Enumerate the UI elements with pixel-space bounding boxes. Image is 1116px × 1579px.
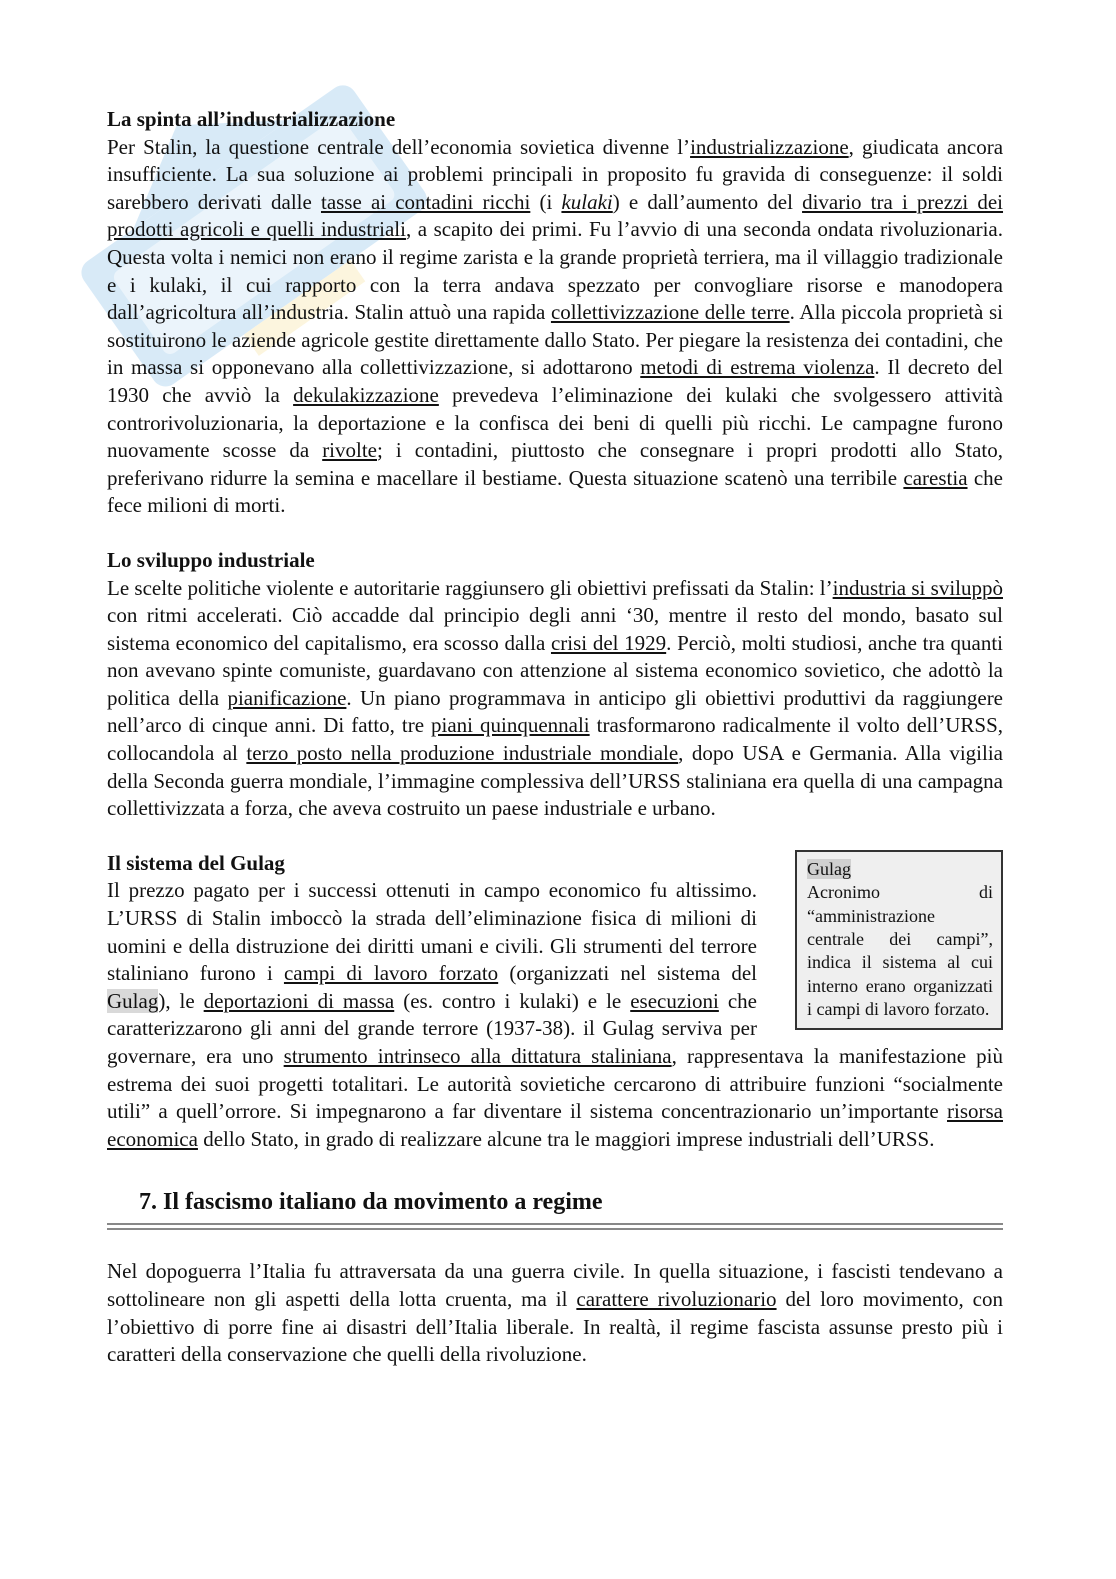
term-industrializzazione: industrializzazione xyxy=(690,134,849,159)
document-page xyxy=(107,106,1003,1369)
term-metodi-violenza: metodi di estrema violenza xyxy=(640,355,875,380)
chapter-rule xyxy=(107,1223,1003,1230)
term-collettivizzazione: collettivizzazione delle terre xyxy=(550,300,790,325)
term-divario-prezzi: divario tra i prezzi dei prodotti agricoli e quelli industriali xyxy=(107,189,1004,242)
term-tasse-contadini: tasse ai contadini ricchi xyxy=(320,189,531,214)
term-dekulakizzazione: dekulakizzazione xyxy=(293,382,439,407)
term-piani-quinquennali: piani quinquennali xyxy=(431,713,590,738)
term-crisi-1929: crisi del 1929 xyxy=(550,630,667,655)
section-title-gulag: Il sistema del Gulag xyxy=(107,850,285,875)
term-deportazioni: deportazioni di massa xyxy=(203,988,395,1013)
term-rivolte: rivolte xyxy=(322,438,378,463)
paragraph-fascismo: Nel dopoguerra l’Italia fu attraversata da una guerra civile. In quella situazione, i fascisti tendevano a sottolineare non gli aspetti della lotta cruenta, ma il carattere rivoluzionario del loro movimento, con l’obiettivo di porre fine ai disastri dell’Italia liberale. In realtà, il regime fascista assunse presto più i caratteri della conservazione che quelli della rivoluzione. xyxy=(107,1259,1004,1367)
term-industria-sviluppo: industria si sviluppò xyxy=(832,575,1003,600)
term-carestia: carestia xyxy=(903,465,968,490)
gulag-box-text: Acronimo di “amministrazione centrale dei campi”, indica il sistema al cui interno erano organizzati i campi di lavoro forzato. xyxy=(807,882,993,1020)
section-title-sviluppo: Lo sviluppo industriale xyxy=(107,547,315,572)
section-title-industrializzazione: La spinta all’industrializzazione xyxy=(107,107,396,131)
gulag-definition-box xyxy=(795,850,1003,1030)
term-gulag-highlight: Gulag xyxy=(107,988,159,1013)
term-strumento-intrinseco: strumento intrinseco alla dittatura staliniana xyxy=(283,1044,672,1068)
term-risorsa-economica: risorsa economica xyxy=(107,1099,1003,1151)
term-carattere-rivoluzionario: carattere rivoluzionario xyxy=(576,1286,777,1311)
term-kulaki: kulaki xyxy=(561,189,613,214)
term-esecuzioni: esecuzioni xyxy=(630,988,719,1013)
term-pianificazione: pianificazione xyxy=(227,685,347,710)
term-terzo-posto: terzo posto nella produzione industriale mondiale xyxy=(246,741,679,766)
paragraph-industrializzazione: Per Stalin, la questione centrale dell’economia sovietica divenne l’industrializzazione, giudicata ancora insufficiente. La sua soluzione ai problemi principali in proposito fu gravida di conseguenze: il soldi sarebbero derivati dalle tasse ai contadini ricchi (i kulaki) e dall’aumento del divario tra i prezzi dei prodotti agricoli e quelli industriali, a scapito dei primi. Fu l’avvio di una seconda ondata rivoluzionaria. Questa volta i nemici non erano il regime zarista e la grande proprietà terriera, ma il villaggio tradizionale e i kulaki, il cui rapporto con la terra andava spezzato per convogliare risorse e manodopera dall’agricoltura all’industria. Stalin attuò una rapida collettivizzazione delle terre. Alla piccola proprietà si sostituirono le aziende agricole gestite direttamente dallo Stato. Per piegare la resistenza dei contadini, che in massa si opponevano alla collettivizzazione, si adottarono metodi di estrema violenza. Il decreto del 1930 che avviò la dekulakizzazione prevedeva l’eliminazione dei kulaki che svolgessero attività controrivoluzionaria, la deportazione e la confisca dei beni di quelli più ricchi. Le campagne furono nuovamente scosse da rivolte; i contadini, piuttosto che consegnare i propri prodotti allo Stato, preferivano ridurre la semina e macellare il bestiame. Questa situazione scatenò una terribile carestia che fece milioni di morti. xyxy=(107,134,1004,518)
term-campi-lavoro: campi di lavoro forzato xyxy=(283,961,499,986)
section-gulag xyxy=(107,850,1003,1154)
paragraph-gulag: Il prezzo pagato per i successi ottenuti in campo economico fu altissimo. L’URSS di Stalin imboccò la strada dell’eliminazione fisica di milioni di uomini e della distruzione dei diritti umani e civili. Gli strumenti del terrore staliniano furono i campi di lavoro forzato (organizzati nel sistema del Gulag), le deportazioni di massa (es. contro i kulaki) e le esecuzioni che caratterizzarono gli anni del grande terrore (1937-38). il Gulag serviva per governare, era uno strumento intrinseco alla dittatura staliniana, rappresentava la manifestazione più estrema dei suoi progetti totalitari. Le autorità sovietiche cercarono di attribuire funzioni “socialmente utili” a quell’orrore. Si impegnarono a far diventare il sistema concentrazionario un’importante risorsa economica dello Stato, in grado di realizzare alcune tra le maggiori imprese industriali dell’URSS. xyxy=(107,878,1003,1151)
chapter-heading: 7. Il fascismo italiano da movimento a regime xyxy=(139,1189,603,1216)
gulag-box-term: Gulag xyxy=(807,858,851,879)
paragraph-sviluppo: Le scelte politiche violente e autoritarie raggiunsero gli obiettivi prefissati da Stalin: l’industria si sviluppò con ritmi accelerati. Ciò accadde dal principio degli anni ‘30, mentre il resto del mondo, basato sul sistema economico del capitalismo, era scosso dalla crisi del 1929. Perciò, molti studiosi, anche tra quanti non avevano spinte comuniste, guardavano con attenzione al sistema economico sovietico, che adottò la politica della pianificazione. Un piano programmava in anticipo gli obiettivi produttivi da raggiungere nell’arco di cinque anni. Di fatto, tre piani quinquennali trasformarono radicalmente il volto dell’URSS, collocandola al terzo posto nella produzione industriale mondiale, dopo USA e Germania. Alla vigilia della Seconda guerra mondiale, l’immagine complessiva dell’URSS staliniana era quella di una campagna collettivizzata a forza, che aveva costruito un paese industriale e urbano. xyxy=(107,575,1004,821)
